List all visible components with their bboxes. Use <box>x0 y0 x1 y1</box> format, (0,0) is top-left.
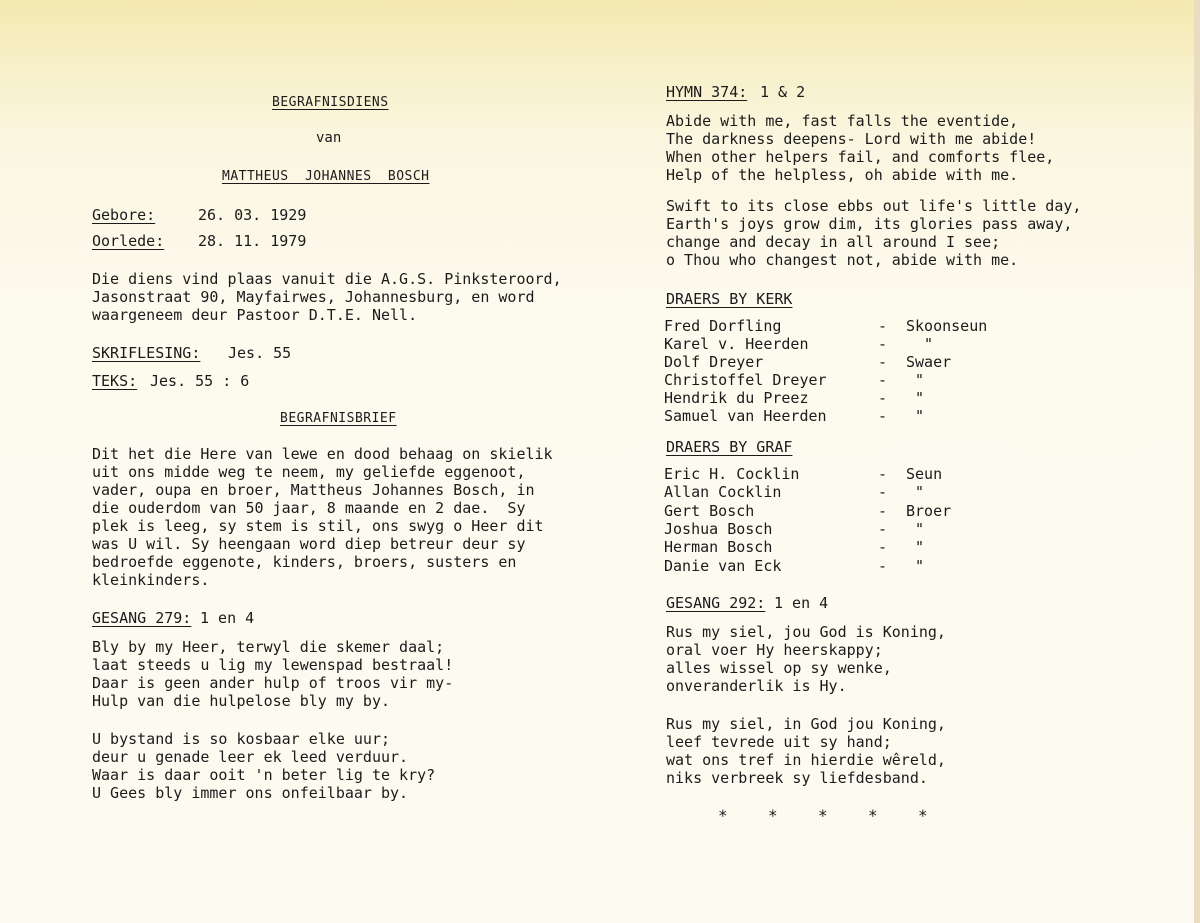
bearer-relation: " <box>906 538 925 556</box>
bearer-dash: - <box>878 483 888 501</box>
bearer-relation: Broer <box>906 502 952 520</box>
teks-label: TEKS: <box>92 372 138 390</box>
verse-line: Daar is geen ander hulp of troos vir my- <box>92 674 454 692</box>
verse-line: Bly by my Heer, terwyl die skemer daal; <box>92 638 445 656</box>
bearer-name: Eric H. Cocklin <box>664 465 800 483</box>
bearer-name: Herman Bosch <box>664 538 773 556</box>
hymn-line: o Thou who changest not, abide with me. <box>666 251 1019 269</box>
died-label: Oorlede: <box>92 232 165 250</box>
bearer-name: Joshua Bosch <box>664 520 773 538</box>
verse-line: Hulp van die hulpelose bly my by. <box>92 692 391 710</box>
hymn-line: Earth's joys grow dim, its glories pass away, <box>666 215 1073 233</box>
gesang2-line: oral voer Hy heerskappy; <box>666 641 883 659</box>
gesang2-label: GESANG 292: <box>666 594 766 612</box>
service-line: Die diens vind plaas vanuit die A.G.S. Pinksteroord, <box>92 270 562 288</box>
gesang2-value: 1 en 4 <box>774 594 829 612</box>
gesang2-line: alles wissel op sy wenke, <box>666 659 892 677</box>
bearer-dash: - <box>878 538 888 556</box>
verse-line: laat steeds u lig my lewenspad bestraal! <box>92 656 454 674</box>
bearer-relation: " <box>906 407 925 425</box>
verse-line: U Gees bly immer ons onfeilbaar by. <box>92 784 409 802</box>
bearer-dash: - <box>878 520 888 538</box>
bearer-relation: Seun <box>906 465 943 483</box>
bearer-name: Fred Dorfling <box>664 317 782 335</box>
brief-line: plek is leeg, sy stem is stil, ons swyg o Heer dit <box>92 517 544 535</box>
hymn-label: HYMN 374: <box>666 83 748 101</box>
bearer-relation: Swaer <box>906 353 952 371</box>
hymn-line: Help of the helpless, oh abide with me. <box>666 166 1019 184</box>
teks-value: Jes. 55 : 6 <box>150 372 250 390</box>
bearer-relation: " <box>906 557 925 575</box>
star-ornament: * <box>718 806 728 825</box>
gesang2-line: onveranderlik is Hy. <box>666 677 847 695</box>
bearer-name: Danie van Eck <box>664 557 782 575</box>
gesang-label: GESANG 279: <box>92 609 192 627</box>
star-ornament: * <box>918 806 928 825</box>
brief-title: BEGRAFNISBRIEF <box>280 411 397 426</box>
service-line: waargeneem deur Pastoor D.T.E. Nell. <box>92 306 418 324</box>
star-ornament: * <box>768 806 778 825</box>
verse-line: U bystand is so kosbaar elke uur; <box>92 730 391 748</box>
bearer-name: Allan Cocklin <box>664 483 782 501</box>
bearer-name: Gert Bosch <box>664 502 755 520</box>
bearer-name: Hendrik du Preez <box>664 389 809 407</box>
hymn-line: change and decay in all around I see; <box>666 233 1001 251</box>
hymn-line: When other helpers fail, and comforts flee, <box>666 148 1055 166</box>
hymn-line: Swift to its close ebbs out life's little day, <box>666 197 1082 215</box>
gesang2-line: Rus my siel, jou God is Koning, <box>666 623 946 641</box>
brief-line: Dit het die Here van lewe en dood behaag on skielik <box>92 445 553 463</box>
bearer-name: Samuel van Heerden <box>664 407 827 425</box>
died-date: 28. 11. 1979 <box>198 232 307 250</box>
bearer-dash: - <box>878 353 888 371</box>
brief-line: die ouderdom van 50 jaar, 8 maande en 2 dae. Sy <box>92 499 526 517</box>
bearer-relation: " <box>906 389 925 407</box>
document-title: BEGRAFNISDIENS <box>272 95 389 110</box>
gesang-value: 1 en 4 <box>200 609 255 627</box>
bearer-dash: - <box>878 335 888 353</box>
gesang2-line: Rus my siel, in God jou Koning, <box>666 715 946 733</box>
star-ornament: * <box>818 806 828 825</box>
kerk-title: DRAERS BY KERK <box>666 290 793 308</box>
verse-line: deur u genade leer ek leed verduur. <box>92 748 409 766</box>
verse-line: Waar is daar ooit 'n beter lig te kry? <box>92 766 436 784</box>
bearer-dash: - <box>878 502 888 520</box>
graf-title: DRAERS BY GRAF <box>666 438 793 456</box>
bearer-name: Christoffel Dreyer <box>664 371 827 389</box>
gesang2-line: niks verbreek sy liefdesband. <box>666 769 928 787</box>
bearer-relation: " <box>906 371 925 389</box>
brief-line: was U wil. Sy heengaan word diep betreur deur sy <box>92 535 526 553</box>
born-date: 26. 03. 1929 <box>198 206 307 224</box>
page-edge <box>1194 0 1200 923</box>
left-page <box>90 0 590 923</box>
gesang2-line: leef tevrede uit sy hand; <box>666 733 892 751</box>
skriflesing-label: SKRIFLESING: <box>92 344 201 362</box>
gesang2-line: wat ons tref in hierdie wêreld, <box>666 751 946 769</box>
hymn-line: Abide with me, fast falls the eventide, <box>666 112 1019 130</box>
bearer-dash: - <box>878 465 888 483</box>
star-ornament: * <box>868 806 878 825</box>
bearer-relation: " <box>906 520 925 538</box>
right-page <box>664 0 1094 923</box>
hymn-line: The darkness deepens- Lord with me abide! <box>666 130 1037 148</box>
bearer-dash: - <box>878 407 888 425</box>
brief-line: uit ons midde weg te neem, my geliefde eggenoot, <box>92 463 526 481</box>
bearer-relation: Skoonseun <box>906 317 988 335</box>
bearer-relation: " <box>906 483 925 501</box>
bearer-dash: - <box>878 557 888 575</box>
bearer-dash: - <box>878 389 888 407</box>
closing-stars <box>718 806 968 825</box>
skriflesing-value: Jes. 55 <box>228 344 292 362</box>
brief-line: kleinkinders. <box>92 571 210 589</box>
bearer-name: Karel v. Heerden <box>664 335 809 353</box>
bearer-relation: " <box>906 335 934 353</box>
service-line: Jasonstraat 90, Mayfairwes, Johannesburg, en word <box>92 288 535 306</box>
deceased-name: MATTHEUS JOHANNES BOSCH <box>222 169 430 184</box>
brief-line: bedroefde eggenote, kinders, broers, susters en <box>92 553 517 571</box>
brief-line: vader, oupa en broer, Mattheus Johannes Bosch, in <box>92 481 535 499</box>
bearer-name: Dolf Dreyer <box>664 353 764 371</box>
bearer-dash: - <box>878 317 888 335</box>
hymn-value: 1 & 2 <box>760 83 806 101</box>
bearer-dash: - <box>878 371 888 389</box>
born-label: Gebore: <box>92 206 156 224</box>
van-label: van <box>316 130 342 146</box>
